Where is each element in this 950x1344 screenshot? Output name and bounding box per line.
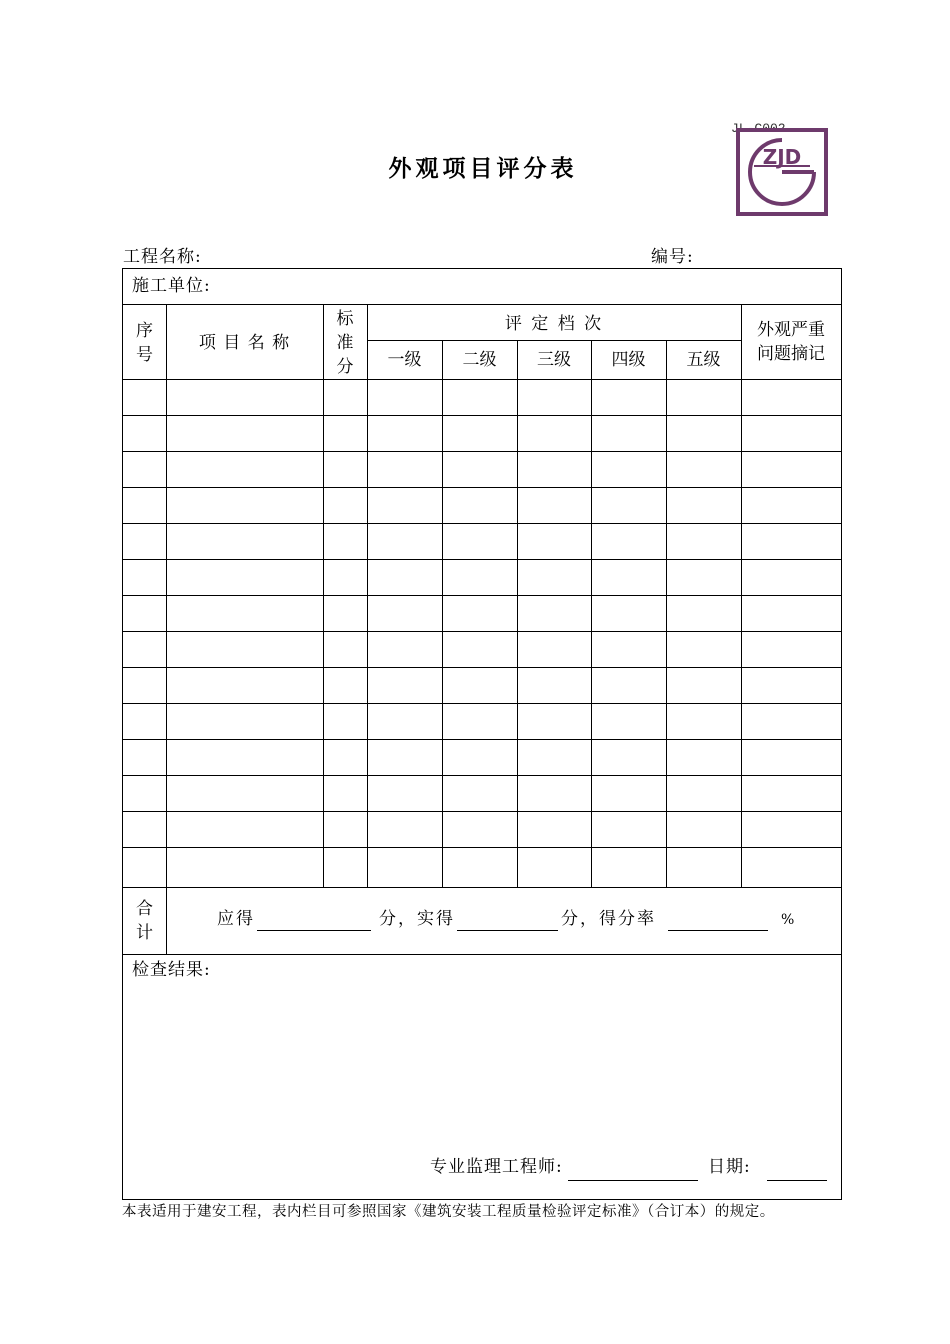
table-row [123,739,841,740]
table-row [123,559,841,560]
score-rate-label: 分，得分率 [561,909,656,929]
table-row [123,595,841,596]
project-name-label: 工程名称: [123,247,202,267]
table-row [123,667,841,668]
construction-unit-label: 施工单位: [132,276,211,296]
inspection-result-label: 检查结果: [132,960,211,980]
actual-score-label: 分，实得 [379,909,455,929]
table-row [123,415,841,416]
col-seq-header: 序 号 [136,321,153,365]
expected-score-blank[interactable] [257,930,371,931]
col-grade-1: 一级 [387,350,422,370]
col-grade-5: 五级 [686,350,721,370]
supervisor-signature-blank[interactable] [568,1180,698,1181]
expected-score-label: 应得 [217,909,255,929]
score-rate-blank[interactable] [668,930,768,931]
table-row [123,523,841,524]
page-title: 外观项目评分表 [388,156,578,182]
supervisor-label: 专业监理工程师: [430,1157,563,1177]
col-grade-3: 三级 [537,350,571,370]
table-row [123,703,841,704]
table-row [123,811,841,812]
appearance-score-form [122,268,842,1200]
date-label: 日期: [708,1157,751,1177]
col-grade-4: 四级 [611,350,646,370]
table-row [123,847,841,848]
actual-score-blank[interactable] [457,930,558,931]
table-row [123,631,841,632]
number-label: 编号: [651,247,694,267]
col-item-name-header: 项 目 名 称 [198,333,291,353]
table-row [123,775,841,776]
footer-note: 本表适用于建安工程，表内栏目可参照国家《建筑安装工程质量检验评定标准》（合订本）的规定。 [122,1204,775,1220]
table-row [123,451,841,452]
table-row [123,487,841,488]
col-notes-header: 外观严重 问题摘记 [757,320,825,364]
col-rating-group-header: 评 定 档 次 [504,314,604,334]
col-grade-2: 二级 [462,350,497,370]
total-label: 合 计 [136,899,153,943]
logo-text: ZJD [762,145,802,169]
percent-sign: % [781,912,795,928]
col-standard-score-header: 标 准 分 [336,309,354,377]
date-blank[interactable] [767,1180,827,1181]
form-code: JL-C002 [731,121,786,136]
